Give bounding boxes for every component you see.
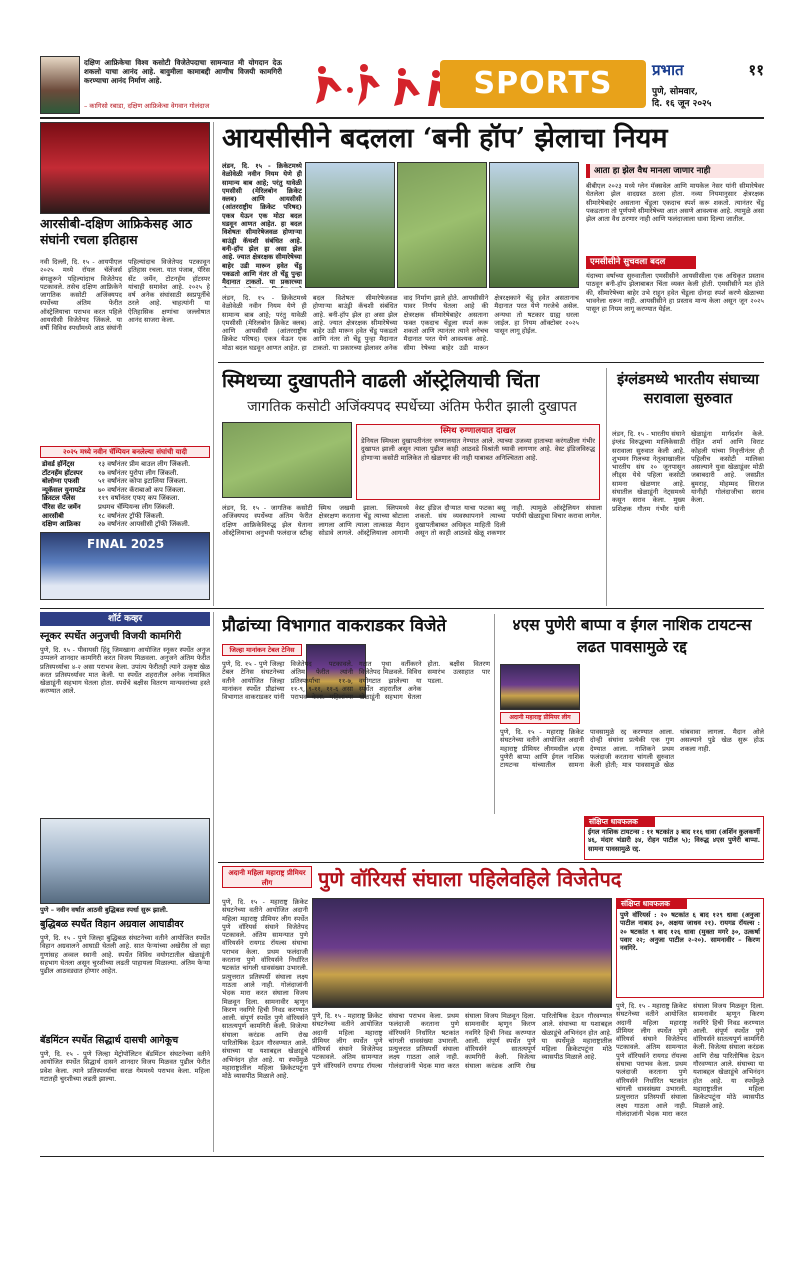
waka-headline: प्रौढांच्या विभागात वाकराडकर विजेते xyxy=(222,616,447,636)
team-name-cell: टॉटनहॅम हॉटस्पर xyxy=(42,468,83,477)
table-row xyxy=(40,520,210,529)
smith-body: लंडन, दि. १५ - जागतिक कसोटी अजिंक्यपद स्पर्धेच्या अंतिम फेरीत दक्षिण आफ्रिकेविरुद्ध झेल घेताना ऑस्ट्रेलियाचा अनुभवी फलंदाज स्टीव्ह स्मिथ जखमी झाला. स्लिपमध्ये क्षेत्ररक्षण करताना चेंडू त्याच्या बोटाला लागला आणि त्याला तात्काळ मैदान सोडावे लागले. ऑस्ट्रेलियाला आगामी वेस्ट इंडिज दौऱ्यात याचा फटका बसू शकतो. संघ व्यवस्थापनाने त्याच्या दुखापतीबाबत अधिकृत माहिती दिली असून तो काही आठवडे खेळू शकणार नाही. त्यामुळे ऑस्ट्रेलियन संघाला पर्यायी खेळाडूचा विचार करावा लागेल. xyxy=(222,504,602,537)
rain-body: पुणे, दि. १५ - महाराष्ट्र क्रिकेट संघटनेच्या वतीने आयोजित अदानी महाराष्ट्र प्रीमियर लीगमधील ४एस पुणेरी बाप्पा आणि ईगल नाशिक टायटन्स यांच्यातील सामना पावसामुळे रद्द करण्यात आला. दोन्ही संघांना प्रत्येकी एक गुण देण्यात आला. नाशिकने प्रथम फलंदाजी करताना चांगली सुरुवात केली होती; मात्र पावसामुळे खेळ थांबवावा लागला. मैदान ओले असल्याने पुढे खेळ सुरू होऊ शकला नाही. xyxy=(500,728,764,770)
warriors-score-heading: संक्षिप्त धावफलक xyxy=(617,899,687,909)
smith-india-rule xyxy=(606,368,607,606)
catch-photo-2 xyxy=(397,162,487,288)
warriors-score-box xyxy=(616,898,764,998)
warriors-body: पुणे, दि. १५ - महाराष्ट्र क्रिकेट संघटनेच्या वतीने आयोजित अदानी महिला महाराष्ट्र प्रीमियर लीग स्पर्धेत पुणे वॉरियर्स संघाने विजेतेपद पटकावले. अंतिम सामन्यात पुणे वॉरियर्सने रायगड रॉयल्स संघाचा पराभव केला. प्रथम फलंदाजी करताना पुणे वॉरियर्सने निर्धारित षटकांत चांगली धावसंख्या उभारली. प्रत्युत्तरात प्रतिस्पर्धी संघाला लक्ष्य गाठता आले नाही. गोलंदाजांनी भेदक मारा करत संघाला विजय मिळवून दिला. सामनावीर म्हणून किरण नवगिरे हिची निवड करण्यात आली. संपूर्ण स्पर्धेत पुणे वॉरियर्सने सातत्यपूर्ण कामगिरी केली. विजेत्या संघाला करंडक आणि रोख पारितोषिक देऊन गौरवण्यात आले. संघाच्या या यशाबद्दल खेळाडूंचे अभिनंदन होत आहे. या स्पर्धेमुळे महाराष्ट्रातील महिला क्रिकेटपटूंना मोठे व्यासपीठ मिळाले आहे. xyxy=(312,1012,612,1070)
warriors-headline: पुणे वॉरियर्स संघाला पहिलेवहिले विजेतेपद xyxy=(318,867,622,891)
champions-table xyxy=(40,460,210,529)
lead-sidebar-heading: आता हा झेल वैध मानला जाणार नाही xyxy=(586,164,764,178)
achievement-cell: ७० वर्षांनंतर कॅराबाओ कप जिंकला. xyxy=(97,485,186,494)
catch-photo-1 xyxy=(305,162,395,288)
rain-score-body: ईगल नाशिक टायटन्स : ११ षटकांत ३ बाद ११६ धावा (अर्शिन कुलकर्णी ४६, मंदार भंडारी ३४, रोहन पाटील ५); विरुद्ध ४एस पुणेरी बाप्पा. सामना पावसामुळे रद्द. xyxy=(588,828,760,853)
sports-banner xyxy=(440,60,646,108)
chess-caption: पुणे – नवीन वर्षात आठवी बुद्धिबळ स्पर्धा सुरू झाली. xyxy=(40,906,169,914)
table-row xyxy=(40,460,210,469)
table-row xyxy=(40,494,210,503)
masthead xyxy=(40,56,764,116)
snooker-headline: स्नूकर स्पर्धेत अनुजची विजयी कामगिरी xyxy=(40,631,182,642)
warriors-body-right: पुणे, दि. १५ - महाराष्ट्र क्रिकेट संघटनेच्या वतीने आयोजित अदानी महिला महाराष्ट्र प्रीमियर लीग स्पर्धेत पुणे वॉरियर्स संघाने विजेतेपद पटकावले. अंतिम सामन्यात पुणे वॉरियर्सने रायगड रॉयल्स संघाचा पराभव केला. प्रथम फलंदाजी करताना पुणे वॉरियर्सने निर्धारित षटकांत चांगली धावसंख्या उभारली. प्रत्युत्तरात प्रतिस्पर्धी संघाला लक्ष्य गाठता आले नाही. गोलंदाजांनी भेदक मारा करत संघाला विजय मिळवून दिला. सामनावीर म्हणून किरण नवगिरे हिची निवड करण्यात आली. संपूर्ण स्पर्धेत पुणे वॉरियर्सने सातत्यपूर्ण कामगिरी केली. विजेत्या संघाला करंडक आणि रोख पारितोषिक देऊन गौरवण्यात आले. संघाच्या या यशाबद्दल खेळाडूंचे अभिनंदन होत आहे. या स्पर्धेमुळे महाराष्ट्रातील महिला क्रिकेटपटूंना मोठे व्यासपीठ मिळाले आहे. xyxy=(616,1002,764,1118)
achievement-cell: प्रथमच चॅम्पियन्स लीग जिंकली. xyxy=(97,502,175,511)
team-name-cell: क्रिस्टल पॅलेस xyxy=(42,494,76,503)
achievement-cell: ११९ वर्षांनंतर एफए कप जिंकला. xyxy=(97,494,180,503)
team-name-cell: डोवर्ड हॉर्नेट्स xyxy=(42,460,75,468)
smith-box-heading: स्मिथ रुग्णालयात दाखल xyxy=(440,426,516,436)
rain-headline: ४एस पुणेरी बाप्पा व ईगल नाशिक टायटन्स लढत पावसामुळे रद्द xyxy=(512,615,752,656)
lead-sidebar2-body: यंदाच्या वर्षाच्या सुरुवातीला एमसीसीने आयसीसीला एक अधिकृत प्रस्ताव पाठवून बनी-हॉप झेलाबाबत चिंता व्यक्त केली होती. एमसीसीने मत होते की, सीमारेषेच्या बाहेर उभे राहून हवेत चेंडूला दोनदा स्पर्श करणे खेळाच्या भावनेला धरून नाही. आयसीसीने हा प्रस्ताव मान्य केला असून जून २०२५ पासून हा नियम लागू करण्यात येईल. xyxy=(586,272,764,314)
waka-rule xyxy=(494,614,495,814)
lead-headline: आयसीसीने बदलला ‘बनी हॉप’ झेलाचा नियम xyxy=(222,123,668,154)
achievement-cell: १७ वर्षांनंतर युरोपा लीग जिंकली. xyxy=(97,468,179,477)
dateline-place: पुणे, सोमवार, xyxy=(652,87,698,97)
catch-photo-3 xyxy=(489,162,579,288)
final-2025-caption: FINAL 2025 xyxy=(87,537,165,551)
chess-headline: बुद्धिबळ स्पर्धेत विहान अग्रवाल आघाडीवर xyxy=(40,919,184,930)
table-row xyxy=(40,486,210,495)
table-row xyxy=(40,512,210,521)
badminton-headline: बॅडमिंटन स्पर्धेत सिद्धार्थ दासची आगेकूच xyxy=(40,1035,179,1046)
rain-label: अदानी महाराष्ट्र प्रीमियर लीग xyxy=(500,712,580,724)
smith-box-body: डेनियल स्मिथला दुखापतीनंतर रुग्णालयात नेण्यात आले. त्याच्या उजव्या हाताच्या करंगळीला गंभीर दुखापत झाली असून त्याला पुढील काही आठवडे विश्रांती घ्यावी लागणार आहे. वेस्ट इंडिजविरुद्ध होणाऱ्या कसोटी मालिकेत तो खेळणार की नाही याबाबत अनिश्चितता आहे. xyxy=(361,437,595,462)
final-2025-photo xyxy=(40,532,210,600)
masthead-quote-author: – कागिसो रबाडा, दक्षिण आफ्रिकेचा वेगवान गोलंदाज xyxy=(84,102,210,110)
chess-body: पुणे, दि. १५ - पुणे जिल्हा बुद्धिबळ संघटनेच्या वतीने आयोजित स्पर्धेत विहान अग्रवालने आघाडी घेतली आहे. सात फेऱ्यांच्या अखेरीस तो सहा गुणांसह अव्वल स्थानी आहे. स्पर्धेत विविध वयोगटातील खेळाडूंनी सहभाग घेतला असून चुरशीच्या लढती पाहायला मिळाल्या. अंतिम फेऱ्या पुढील आठवड्यात होणार आहेत. xyxy=(40,934,210,976)
chess-photo xyxy=(40,818,210,904)
lead-rule xyxy=(218,362,764,363)
rain-photo xyxy=(500,664,580,710)
rcb-headline: आरसीबी-दक्षिण आफ्रिकेसह आठ संघांनी रचला इतिहास xyxy=(40,216,193,247)
masthead-rule xyxy=(40,117,764,119)
rcb-body: नवी दिल्ली, दि. १५ - आयपीएल २०२५ मध्ये रॉयल चॅलेंजर्स बंगळुरूने पहिल्यांदाच विजेतेपद पटकावले. तसेच दक्षिण आफ्रिकेने जागतिक कसोटी अजिंक्यपद स्पर्धेच्या अंतिम फेरीत ऑस्ट्रेलियाचा पराभव करत पहिले आयसीसी विजेतेपद जिंकले. या वर्षी विविध स्पर्धांमध्ये आठ संघांनी पहिल्यांदाच विजेतेपद पटकावून इतिहास रचला. यात पंजाब, पॅरिस सेंट जर्मेन, टोटनहॅम हॉटस्पर यांचाही समावेश आहे. २०२५ हे वर्ष अनेक संघांसाठी स्वप्नपूर्तीचे ठरले आहे. चाहत्यांनी या ऐतिहासिक क्षणांचा जल्लोषात आनंद साजरा केला. xyxy=(40,258,210,333)
warriors-label: अदानी महिला महाराष्ट्र प्रीमियर लीग xyxy=(222,866,312,888)
smith-subhead: जागतिक कसोटी अजिंक्यपद स्पर्धेच्या अंतिम फेरीत झाली दुखापत xyxy=(247,399,577,415)
team-name-cell: न्यूकॅसल युनायटेड xyxy=(42,485,86,494)
team-name-cell: दक्षिण आफ्रिका xyxy=(42,520,81,529)
bottom-rule xyxy=(40,1156,764,1157)
warriors-score-body: पुणे वॉरियर्स : २० षटकांत ६ बाद १२९ धावा (अनुजा पाटील नाबाद ३०, अक्षया जाधव २१). रायगड रॉयल्स : २० षटकांत ९ बाद १२६ धावा (मुक्ता मगरे ३०, उत्कर्षा पवार २२; अनुजा पाटील २-२०). सामनावीर – किरण नवगिरे. xyxy=(620,911,760,953)
table-row xyxy=(40,503,210,512)
rabada-photo xyxy=(40,56,80,114)
team-name-cell: बोलोग्ना एफसी xyxy=(42,477,80,486)
paper-name: प्रभात xyxy=(652,61,684,79)
achievement-cell: १८ वर्षांनंतर ट्रॉफी जिंकली. xyxy=(97,511,165,520)
smith-box xyxy=(356,424,600,500)
dateline-date: दि. १६ जून २०२५ xyxy=(652,99,712,109)
warriors-intro: पुणे, दि. १५ - महाराष्ट्र क्रिकेट संघटनेच्या वतीने आयोजित अदानी महिला महाराष्ट्र प्रीमियर लीग स्पर्धेत पुणे वॉरियर्स संघाने विजेतेपद पटकावले. अंतिम सामन्यात पुणे वॉरियर्सने रायगड रॉयल्स संघाचा पराभव केला. प्रथम फलंदाजी करताना पुणे वॉरियर्सने निर्धारित षटकांत चांगली धावसंख्या उभारली. प्रत्युत्तरात प्रतिस्पर्धी संघाला लक्ष्य गाठता आले नाही. गोलंदाजांनी भेदक मारा करत संघाला विजय मिळवून दिला. सामनावीर म्हणून किरण नवगिरे हिची निवड करण्यात आली. संपूर्ण स्पर्धेत पुणे वॉरियर्सने सातत्यपूर्ण कामगिरी केली. विजेत्या संघाला करंडक आणि रोख पारितोषिक देऊन गौरवण्यात आले. संघाच्या या यशाबद्दल खेळाडूंचे अभिनंदन होत आहे. या स्पर्धेमुळे महाराष्ट्रातील महिला क्रिकेटपटूंना मोठे व्यासपीठ मिळाले आहे. xyxy=(222,898,308,1081)
lead-sidebar2-heading: एमसीसीने सुचवला बदल xyxy=(586,256,696,269)
waka-label: जिल्हा मानांकन टेबल टेनिस xyxy=(222,644,302,656)
team-name-cell: आरसीबी xyxy=(42,511,64,520)
warriors-rule xyxy=(218,862,764,863)
short-rule xyxy=(213,612,214,1152)
athletes-graphic xyxy=(302,60,452,114)
waka-body: पुणे, दि. १५ - पुणे जिल्हा टेबल टेनिस संघटनेच्या वतीने आयोजित जिल्हा मानांकन स्पर्धेत प्रौढांच्या विभागात वाकराडकर यांनी विजेतेपद पटकावले. अंतिम फेरीत त्यांनी प्रतिस्पर्ध्याचा ११-७, ११-९, ९-११, ११-६ असा पराभव केला. महिलांच्या गटात पृथा वर्तीकरने विजेतेपद मिळवले. विविध वयोगटात झालेल्या या स्पर्धेत शहरातील अनेक खेळाडूंनी सहभाग घेतला होता. बक्षीस वितरण समारंभ उत्साहात पार पडला. xyxy=(222,660,490,702)
snooker-body: पुणे, दि. १५ - पीवायसी हिंदू जिमखाना आयोजित स्नूकर स्पर्धेत अनुज उप्पलने शानदार कामगिरी करत विजय मिळवला. अनुजने अंतिम फेरीत प्रतिस्पर्ध्याचा ४-२ असा पराभव केला. उपांत्य फेरीतही त्याने उत्कृष्ट खेळ करत प्रतिस्पर्ध्यावर मात केली. या स्पर्धेत शहरातील अनेक नामांकित खेळाडूंनी सहभाग घेतला होता. स्पर्धेचे बक्षीस वितरण मान्यवरांच्या हस्ते करण्यात आले. xyxy=(40,646,210,696)
rain-score-box xyxy=(584,816,764,860)
india-body: लंडन, दि. १५ - भारतीय संघाने इंग्लंड विरुद्धच्या मालिकेसाठी सरावाला सुरुवात केली आहे. शुभमन गिलच्या नेतृत्वाखालील भारतीय संघ २० जूनपासून लीड्स येथे पहिला कसोटी सामना खेळणार आहे. संघातील खेळाडूंनी नेट्समध्ये कसून सराव केला. मुख्य प्रशिक्षक गौतम गंभीर यांनी खेळाडूंना मार्गदर्शन केले. रोहित शर्मा आणि विराट कोहली यांच्या निवृत्तीनंतर ही पहिलीच कसोटी मालिका असल्याने युवा खेळाडूंवर मोठी जबाबदारी आहे. जसप्रीत बुमराह, मोहम्मद सिराज यांनीही गोलंदाजीचा सराव केला. xyxy=(612,430,764,513)
mid-rule xyxy=(40,608,764,609)
smith-photo xyxy=(222,422,352,498)
masthead-quote: दक्षिण आफ्रिकेचा विश्व कसोटी विजेतेपदाचा सामन्यात मी योगदान देऊ शकलो याचा आनंद आहे. बावुमीला कामाबद्दी आणीच विजयी कामगिरी करण्याचा आनंद निर्माण आहे. xyxy=(84,58,282,85)
rain-score-heading: संक्षिप्त धावफलक xyxy=(585,817,655,827)
page-number: ११ xyxy=(748,61,764,79)
rcb-team-photo xyxy=(40,122,210,214)
left-column-rule xyxy=(213,122,214,606)
india-headline: इंग्लंडमध्ये भारतीय संघाच्या सरावाला सुरुवात xyxy=(617,371,759,407)
lead-sidebar-body: बीबीएल २०२३ मध्ये ग्लेन मॅक्सवेल आणि मायकेल नेसर यांनी सीमारेषेवर घेतलेला झेल वादग्रस्त ठरला होता. नव्या नियमानुसार क्षेत्ररक्षक सीमारेषेबाहेर असताना चेंडूला एकदाच स्पर्श करू शकतो. त्यानंतर चेंडू पकडताना तो पूर्णपणे सीमारेषेच्या आत असणे आवश्यक आहे. त्यामुळे असा झेल आता वैध ठरणार नाही आणि फलंदाजाला धावा दिल्या जातील. xyxy=(586,182,764,224)
badminton-body: पुणे, दि. १५ - पुणे जिल्हा मेट्रोपॉलिटन बॅडमिंटन संघटनेच्या वतीने आयोजित स्पर्धेत सिद्धार्थ दासने शानदार विजय मिळवत पुढील फेरीत प्रवेश केला. त्याने प्रतिस्पर्ध्याचा सरळ गेममध्ये पराभव केला. महिला गटातही चुरशीच्या लढती झाल्या. xyxy=(40,1050,210,1083)
sports-title: SPORTS xyxy=(473,66,613,101)
lead-body: लंडन, दि. १५ - क्रिकेटमध्ये वेळोवेळी नवीन नियम येणे ही सामान्य बाब आहे; परंतु यावेळी एमसीसी (मेरिलबोन क्रिकेट क्लब) आणि आयसीसी (आंतरराष्ट्रीय क्रिकेट परिषद) एकत्र येऊन एक मोठा बदल घडवून आणत आहेत. हा बदल विशेषतः सीमारेषेजवळ होणार्‍या बाउंड्री कॅचशी संबंधित आहे. बनी-हॉप झेल हा असा झेल आहे. ज्यात क्षेत्ररक्षक सीमारेषेच्या बाहेर उडी मारून हवेत चेंडू पकडतो आणि नंतर तो चेंडू पुन्हा मैदानात टाकतो. या प्रकारच्या झेलावर अनेक वाद निर्माण झाले होते. आयसीसीने यावर निर्णय घेतला आहे की क्षेत्ररक्षक सीमारेषेबाहेर असताना फक्त एकदाच चेंडूला स्पर्श करू शकतो आणि त्यानंतर त्याने लगेचच मैदानात परत येणे आवश्यक आहे. सीमा रेषेच्या बाहेर उडी मारून क्षेत्ररक्षकाने चेंडू हवेत असतानाच मैदानात परत येणे गरजेचे असेल. अन्यथा तो षटकार ग्राह्य धरला जाईल. हा नियम ऑक्टोबर २०२५ पासून लागू होईल. xyxy=(222,294,579,352)
rcb-table-title: २०२५ मध्ये नवीन चॅम्पियन बनलेल्या संघांची यादी xyxy=(40,446,210,458)
warriors-team-photo xyxy=(312,898,612,1008)
achievement-cell: २७ वर्षांनंतर आयसीसी ट्रॉफी जिंकली. xyxy=(97,520,190,529)
achievement-cell: १३ वर्षांनंतर प्रीम बाउल लीग जिंकली. xyxy=(97,460,191,468)
table-row xyxy=(40,477,210,486)
table-row xyxy=(40,469,210,478)
smith-headline: स्मिथच्या दुखापतीने वाढली ऑस्ट्रेलियाची चिंता xyxy=(222,370,540,392)
achievement-cell: ५१ वर्षांनंतर कोपा इटालिया जिंकला. xyxy=(97,477,188,486)
short-cover-label: शॉर्ट कव्हर xyxy=(40,612,210,626)
team-name-cell: पॅरिस सेंट जर्मेन xyxy=(42,502,81,511)
lead-intro: लंडन, दि. १५ - क्रिकेटमध्ये वेळोवेळी नवीन नियम येणे ही सामान्य बाब आहे; परंतु यावेळी एमसीसी (मेरिलबोन क्रिकेट क्लब) आणि आयसीसी (आंतरराष्ट्रीय क्रिकेट परिषद) एकत्र येऊन एक मोठा बदल घडवून आणत आहेत. हा बदल विशेषतः सीमारेषेजवळ होणार्‍या बाउंड्री कॅचशी संबंधित आहे. बनी-हॉप झेल हा असा झेल आहे. ज्यात क्षेत्ररक्षक सीमारेषेच्या बाहेर उडी मारून हवेत चेंडू पकडतो आणि नंतर तो चेंडू पुन्हा मैदानात टाकतो. या प्रकारच्या xyxy=(222,162,302,287)
